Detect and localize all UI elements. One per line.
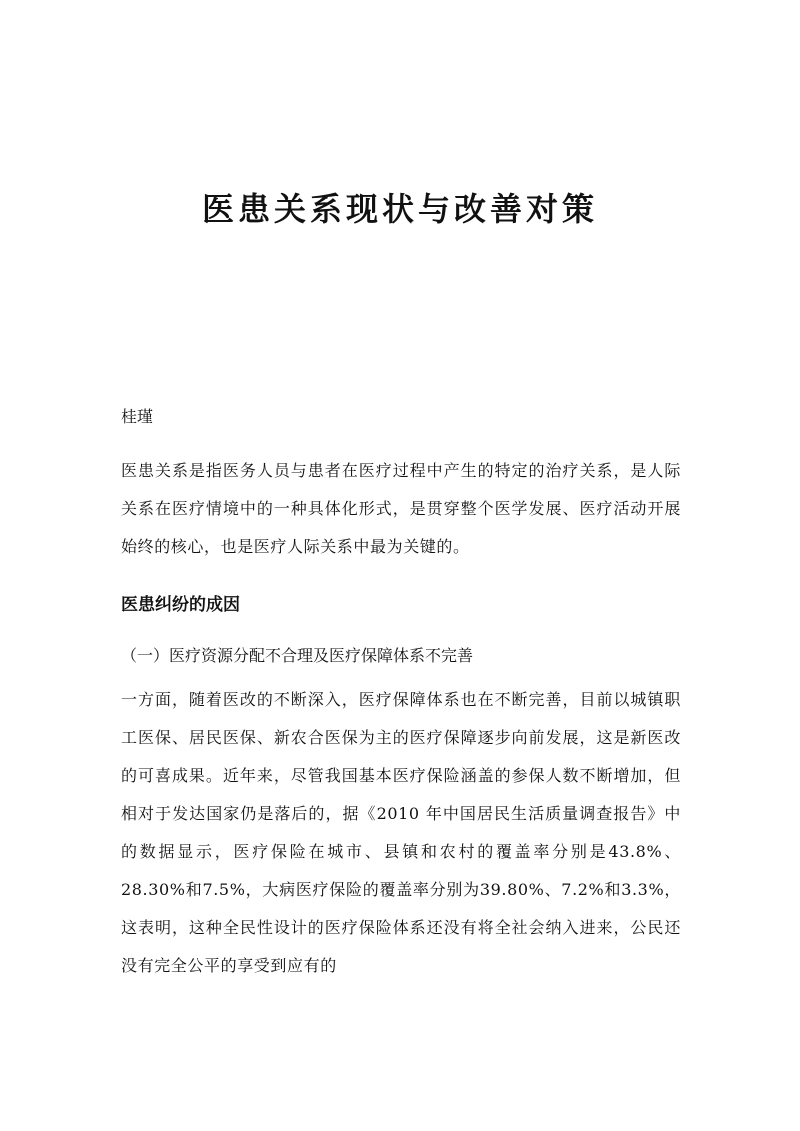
intro-paragraph: 医患关系是指医务人员与患者在医疗过程中产生的特定的治疗关系，是人际关系在医疗情境中的一种具体化形式，是贯穿整个医学发展、医疗活动开展始终的核心，也是医疗人际关系中最为关键的。 [121, 461, 681, 556]
author-name: 桂瑾 [121, 407, 154, 426]
section-heading: 医患纠纷的成因 [121, 595, 240, 615]
body-paragraph: 一方面，随着医改的不断深入，医疗保障体系也在不断完善，目前以城镇职工医保、居民医保、新农合医保为主的医疗保障逐步向前发展，这是新医改的可喜成果。近年来，尽管我国基本医疗保险涵盖的参保人数不断增加，但相对于发达国家仍是落后的，据《2010 年中国居民生活质量调查报告》中的数据显示，医疗保险在城市、县镇和农村的覆盖率分别是43.8%、28.30%和7.5%，大病医疗保险的覆盖率分别为39.80%、7.2%和3.3%，这表明，这种全民性设计的医疗保险体系还没有将全社会纳入进来，公民还没有完全公平的享受到应有的 [121, 690, 681, 975]
page-title: 医患关系现状与改善对策 [201, 190, 598, 228]
subsection-heading: （一）医疗资源分配不合理及医疗保障体系不完善 [121, 646, 474, 665]
